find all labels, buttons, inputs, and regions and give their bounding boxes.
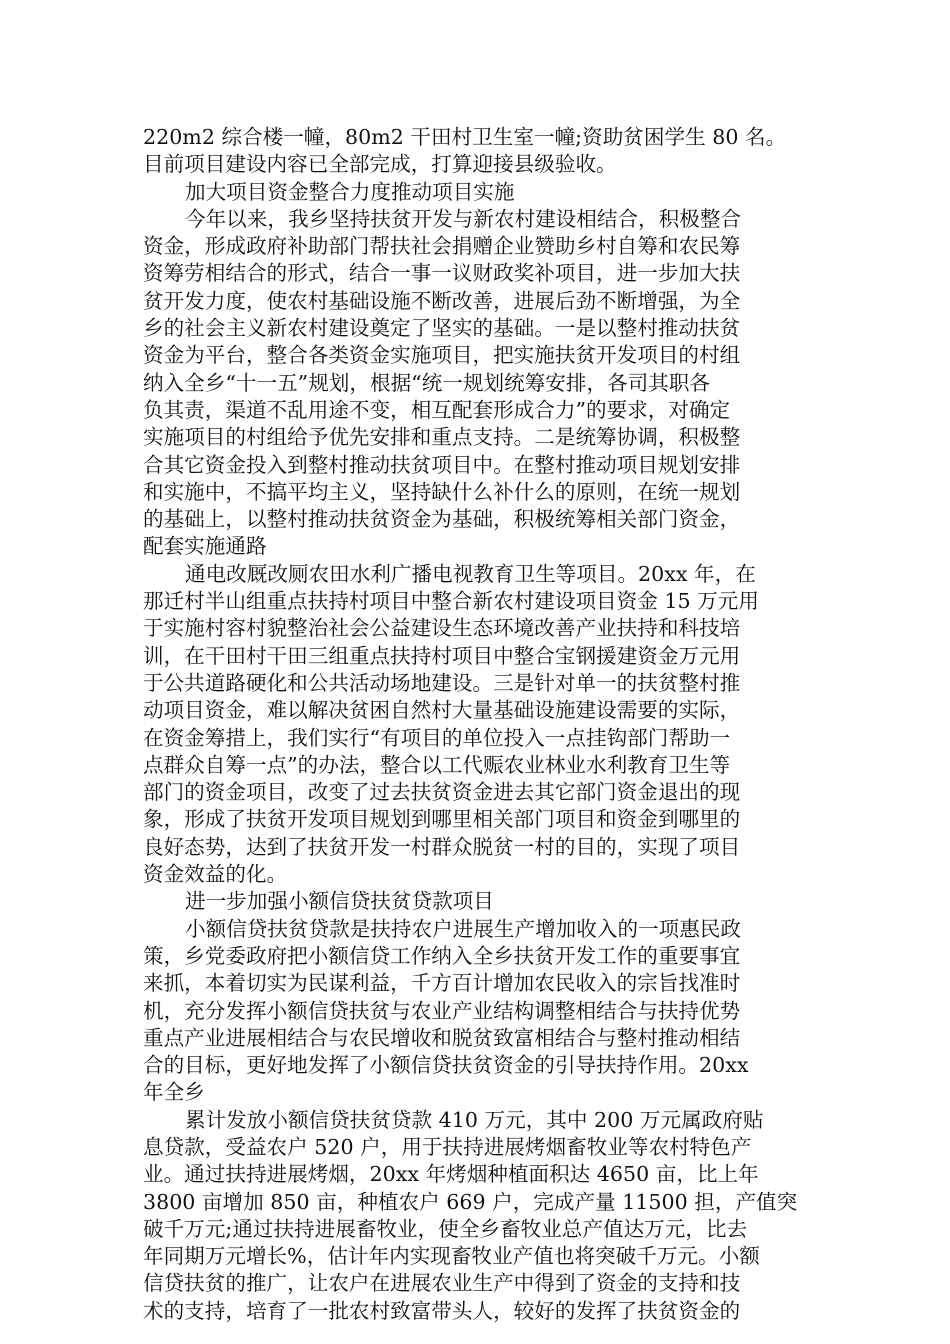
paragraph-line: 于实施村容村貌整治社会公益建设生态环境改善产业扶持和科技培 bbox=[143, 616, 741, 641]
paragraph-line: 部门的资金项目，改变了过去扶贫资金进去其它部门资金退出的现 bbox=[143, 780, 741, 805]
paragraph-line: 贫开发力度，使农村基础设施不断改善，进展后劲不断增强，为全 bbox=[143, 288, 741, 313]
paragraph-line: 资金，形成政府补助部门帮扶社会捐赠企业赞助乡村自筹和农民筹 bbox=[143, 234, 741, 259]
paragraph-line: 点群众自筹一点”的办法，整合以工代赈农业林业水利教育卫生等 bbox=[143, 752, 731, 777]
paragraph-line: 资金效益的化。 bbox=[143, 862, 288, 887]
paragraph-line: 配套实施通路 bbox=[143, 534, 267, 559]
paragraph-line: 来抓，本着切实为民谋利益，千方百计增加农民收入的宗旨找准时 bbox=[143, 971, 741, 996]
paragraph-line: 合其它资金投入到整村推动扶贫项目中。在整村推动项目规划安排 bbox=[143, 452, 741, 477]
paragraph-line: 纳入全乡“十一五”规划，根据“统一规划统筹安排，各司其职各 bbox=[143, 370, 711, 395]
paragraph-line: 动项目资金，难以解决贫困自然村大量基础设施建设需要的实际， bbox=[143, 698, 741, 723]
paragraph-line: 3800 亩增加 850 亩，种植农户 669 户，完成产量 11500 担，产值突 bbox=[143, 1189, 798, 1214]
paragraph-line: 良好态势，达到了扶贫开发一村群众脱贫一村的目的，实现了项目 bbox=[143, 834, 741, 859]
paragraph-line: 220m2 综合楼一幢，80m2 干田村卫生室一幢;资助贫困学生 80 名。 bbox=[143, 125, 787, 149]
paragraph-line: 在资金筹措上，我们实行“有项目的单位投入一点挂钩部门帮助一 bbox=[143, 725, 731, 750]
paragraph-line: 资筹劳相结合的形式，结合一事一议财政奖补项目，进一步加大扶 bbox=[143, 261, 741, 286]
paragraph-line: 训，在干田村干田三组重点扶持村项目中整合宝钢援建资金万元用 bbox=[143, 643, 741, 668]
paragraph-first-line: 小额信贷扶贫贷款是扶持农户进展生产增加收入的一项惠民政 bbox=[185, 916, 742, 941]
paragraph-first-line: 通电改厩改厕农田水利广播电视教育卫生等项目。20xx 年，在 bbox=[185, 561, 756, 586]
paragraph-line: 年同期万元增长%，估计年内实现畜牧业产值也将突破千万元。小额 bbox=[143, 1244, 760, 1269]
paragraph-line: 年全乡 bbox=[143, 1080, 205, 1105]
paragraph-line: 目前项目建设内容已全部完成，打算迎接县级验收。 bbox=[143, 152, 617, 177]
paragraph-line: 信贷扶贫的推广，让农户在进展农业生产中得到了资金的支持和技 bbox=[143, 1271, 741, 1296]
paragraph-line: 策，乡党委政府把小额信贷工作纳入全乡扶贫开发工作的重要事宜 bbox=[143, 943, 741, 968]
paragraph-line: 那迁村半山组重点扶持村项目中整合新农村建设项目资金 15 万元用 bbox=[143, 589, 759, 614]
paragraph-line: 息贷款，受益农户 520 户，用于扶持进展烤烟畜牧业等农村特色产 bbox=[143, 1134, 752, 1159]
paragraph-first-line: 加大项目资金整合力度推动项目实施 bbox=[185, 179, 515, 204]
paragraph-line: 术的支持，培育了一批农村致富带头人，较好的发挥了扶贫资金的 bbox=[143, 1298, 741, 1323]
paragraph-line: 合的目标，更好地发挥了小额信贷扶贫资金的引导扶持作用。20xx bbox=[143, 1053, 749, 1078]
paragraph-first-line: 今年以来，我乡坚持扶贫开发与新农村建设相结合，积极整合 bbox=[185, 206, 742, 231]
paragraph-line: 机，充分发挥小额信贷扶贫与农业产业结构调整相结合与扶持优势 bbox=[143, 998, 741, 1023]
paragraph-line: 和实施中，不搞平均主义，坚持缺什么补什么的原则，在统一规划 bbox=[143, 479, 741, 504]
paragraph-first-line: 累计发放小额信贷扶贫贷款 410 万元，其中 200 万元属政府贴 bbox=[185, 1107, 764, 1132]
paragraph-line: 破千万元;通过扶持进展畜牧业，使全乡畜牧业总产值达万元，比去 bbox=[143, 1216, 748, 1241]
paragraph-line: 乡的社会主义新农村建设奠定了坚实的基础。一是以整村推动扶贫 bbox=[143, 316, 741, 341]
paragraph-first-line: 进一步加强小额信贷扶贫贷款项目 bbox=[185, 889, 494, 914]
paragraph-line: 资金为平台，整合各类资金实施项目，把实施扶贫开发项目的村组 bbox=[143, 343, 741, 368]
paragraph-line: 实施项目的村组给予优先安排和重点支持。二是统筹协调，积极整 bbox=[143, 425, 741, 450]
paragraph-line: 负其责，渠道不乱用途不变，相互配套形成合力”的要求，对确定 bbox=[143, 397, 731, 422]
paragraph-line: 的基础上，以整村推动扶贫资金为基础，积极统筹相关部门资金， bbox=[143, 507, 741, 532]
paragraph-line: 于公共道路硬化和公共活动场地建设。三是针对单一的扶贫整村推 bbox=[143, 670, 741, 695]
paragraph-line: 重点产业进展相结合与农民增收和脱贫致富相结合与整村推动相结 bbox=[143, 1025, 741, 1050]
document-body bbox=[143, 124, 809, 1325]
paragraph-line: 业。通过扶持进展烤烟，20xx 年烤烟种植面积达 4650 亩，比上年 bbox=[143, 1162, 759, 1187]
paragraph-line: 象，形成了扶贫开发项目规划到哪里相关部门项目和资金到哪里的 bbox=[143, 807, 741, 832]
